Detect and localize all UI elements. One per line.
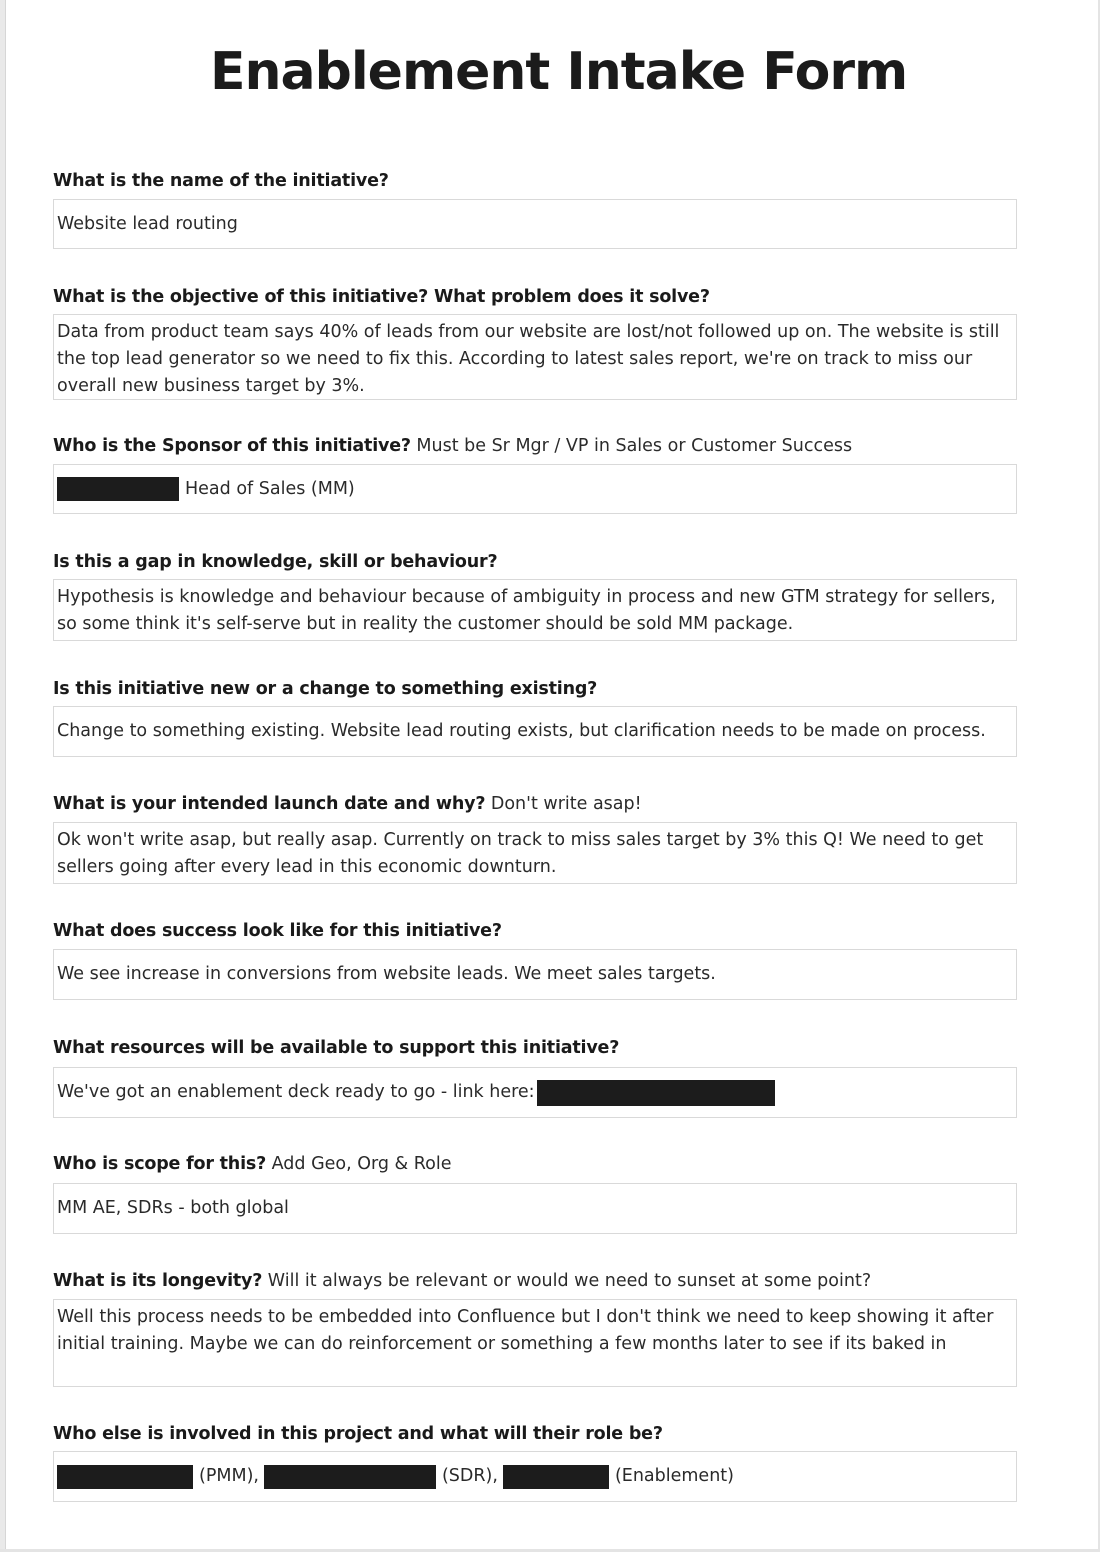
answer-text: Head of Sales (MM) (185, 478, 355, 499)
page-edge (0, 0, 6, 1552)
redacted-name (57, 1465, 193, 1489)
question-label: What is your intended launch date and why? Don't write asap! (53, 794, 642, 814)
answer-field-resources[interactable] (53, 1067, 1017, 1118)
answer-field-gap-type[interactable] (53, 579, 1017, 641)
question-label: What does success look like for this initiative? (53, 921, 502, 941)
answer-field-initiative-name[interactable] (53, 199, 1017, 249)
redacted-link (537, 1080, 775, 1106)
question-label: Who is scope for this? Add Geo, Org & Role (53, 1154, 452, 1174)
question-label: Is this initiative new or a change to something existing? (53, 679, 598, 699)
answer-field-launch-date[interactable] (53, 822, 1017, 884)
answer-text: We see increase in conversions from website leads. We meet sales targets. (57, 964, 716, 984)
answer-field-scope[interactable] (53, 1183, 1017, 1234)
answer-field-longevity[interactable] (53, 1299, 1017, 1387)
role-text: (PMM), (199, 1466, 259, 1486)
question-label: What is its longevity? Will it always be relevant or would we need to sunset at some point? (53, 1271, 872, 1291)
answer-field-sponsor[interactable] (53, 464, 1017, 514)
redacted-name (264, 1465, 436, 1489)
answer-field-new-or-change[interactable] (53, 706, 1017, 757)
page-title: Enablement Intake Form (210, 42, 908, 102)
answer-text: Ok won't write asap, but really asap. Currently on track to miss sales target by 3% this Q! We need to get sellers going after every lead in this economic downturn. (57, 830, 984, 877)
role-text: (SDR), (441, 1466, 498, 1486)
answer-text: Data from product team says 40% of leads from our website are lost/not followed up on. The website is still the top lead generator so we need to fix this. According to latest sales report, we're on track to miss our overall new business target by 3%. (57, 322, 1000, 396)
redacted-name (57, 477, 179, 501)
question-label: What is the objective of this initiative? What problem does it solve? (53, 287, 710, 307)
answer-text: Change to something existing. Website lead routing exists, but clarification needs to be made on process. (57, 721, 986, 741)
question-label: Is this a gap in knowledge, skill or behaviour? (53, 552, 498, 572)
answer-field-objective[interactable] (53, 314, 1017, 400)
answer-text: We've got an enablement deck ready to go - link here: (57, 1082, 535, 1102)
question-label: Who is the Sponsor of this initiative? Must be Sr Mgr / VP in Sales or Customer Success (53, 436, 853, 456)
role-text: (Enablement) (614, 1466, 734, 1486)
answer-text: Well this process needs to be embedded into Confluence but I don't think we need to keep showing it after initial training. Maybe we can do reinforcement or something a few months later to see if its baked in (57, 1307, 994, 1354)
redacted-name (503, 1465, 609, 1489)
answer-field-involved[interactable] (53, 1451, 1017, 1502)
answer-text: Hypothesis is knowledge and behaviour because of ambiguity in process and new GTM strategy for sellers, so some think it's self-serve but in reality the customer should be sold MM package. (57, 587, 996, 634)
answer-text: Website lead routing (57, 213, 238, 234)
question-label: Who else is involved in this project and what will their role be? (53, 1424, 663, 1444)
question-label: What is the name of the initiative? (53, 171, 389, 191)
answer-text: MM AE, SDRs - both global (57, 1198, 289, 1218)
answer-field-success[interactable] (53, 949, 1017, 1000)
question-label: What resources will be available to support this initiative? (53, 1038, 620, 1058)
